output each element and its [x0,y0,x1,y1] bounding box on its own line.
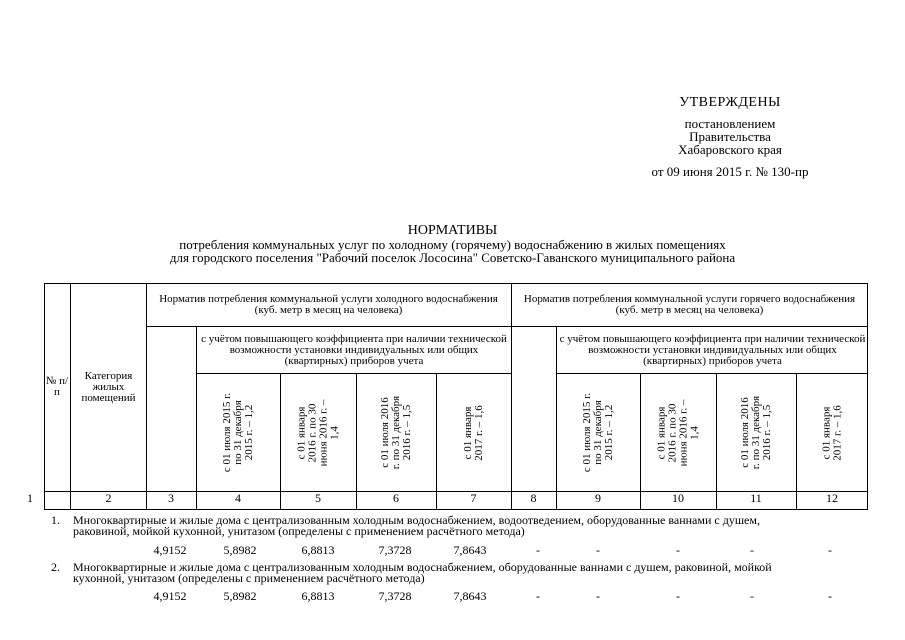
row-1-value: - [828,543,832,557]
row-1-value: 7,8643 [453,543,487,557]
row-2-value: 6,8813 [301,589,335,603]
row-2-value: 4,9152 [153,589,187,603]
row-2-value: 7,3728 [378,589,412,603]
row-1-description-line-1: Многоквартирные и жилые дома с централизованным холодным водоснабжением, водоотведением, оборудованные ваннами с душем, [73,513,760,527]
approval-line-2: Правительства [689,129,771,144]
row-1-value: 7,3728 [378,543,412,557]
row-1-number: 1. [51,513,60,527]
approval-date: от 09 июня 2015 г. № 130-пр [651,164,809,179]
hot-period-3: с 01 июля 2016 г. по 31 декабря 2016 г. – 1,5 [739,395,773,470]
row-2-number: 2. [51,560,60,574]
cold-period-2: с 01 января 2016 г. по 30 июня 2016 г. – 1,4 [295,399,341,466]
approval-heading: УТВЕРЖДЕНЫ [679,95,781,110]
cold-period-3: с 01 июля 2016 г. по 31 декабря 2016 г. – 1,5 [379,395,413,470]
row-2-description-line-2: кухонной, унитазом (определены с применением расчётного метода) [73,571,425,585]
row-2-value: - [676,589,680,603]
hot-period-4: с 01 января 2017 г. – 1,6 [820,404,844,461]
header-cold-coefficient: с учётом повышающего коэффициента при наличии технической возможности установки индивидуальных или общих (квартирных) приборов учета [201,332,507,367]
row-2-description-line-1: Многоквартирные и жилые дома с централизованным холодным водоснабжением, оборудованные ваннами с душем, раковиной, мойкой [73,560,772,574]
row-2-value: - [536,589,540,603]
header-category: Категория жилых помещений [81,369,136,404]
hot-period-2: с 01 января 2016 г. по 30 июня 2016 г. – 1,4 [655,399,701,466]
row-1-value: 5,8982 [223,543,257,557]
column-number-1: 1 [27,491,33,505]
document-title: НОРМАТИВЫ [407,223,498,238]
cold-period-4: с 01 января 2017 г. – 1,6 [462,404,485,461]
cold-period-1: с 01 июля 2015 г. по 31 декабря 2015 г. – 1,2 [221,392,255,473]
column-number-6: 6 [393,491,399,505]
column-number-4: 4 [235,491,241,505]
row-2-value: 5,8982 [223,589,257,603]
column-number-5: 5 [315,491,321,505]
row-1-value: - [676,543,680,557]
header-cold-water: Норматив потребления коммунальной услуги холодного водоснабжения (куб. метр в месяц на человека) [159,292,498,316]
row-2-value: - [596,589,600,603]
row-1-description-line-2: раковиной, мойкой кухонной, унитазом (определены с применением расчётного метода) [73,524,525,538]
approval-block [615,96,845,178]
subtitle-line-2: для городского поселения "Рабочий поселок Лососина" Советско-Гаванского муниципального района [169,250,736,265]
header-hot-coefficient: с учётом повышающего коэффициента при наличии технической возможности установки индивидуальных или общих (квартирных) приборов учета [559,332,866,367]
column-number-11: 11 [750,491,762,505]
row-1-value: - [750,543,754,557]
column-number-8: 8 [530,491,537,505]
row-1-value: 6,8813 [301,543,335,557]
document-subtitle [0,238,905,264]
column-number-9: 9 [595,491,601,505]
column-number-12: 12 [826,491,838,505]
row-2-value: - [750,589,754,603]
row-1-value: - [596,543,600,557]
column-number-10: 10 [672,491,684,505]
column-number-2: 2 [105,491,112,505]
approval-line-1: постановлением [684,116,776,131]
header-hot-water: Норматив потребления коммунальной услуги горячего водоснабжения (куб. метр в месяц на человека) [523,292,856,316]
row-1-value: - [536,543,540,557]
hot-period-1: с 01 июля 2015 г. по 31 декабря 2015 г. – 1,2 [581,392,615,473]
subtitle-line-1: потребления коммунальных услуг по холодному (горячему) водоснабжению в жилых помещениях [179,237,726,252]
row-2-value: - [828,589,832,603]
row-1-value: 4,9152 [153,543,187,557]
column-number-7: 7 [470,491,477,505]
table-header [44,283,868,510]
row-2-value: 7,8643 [453,589,487,603]
column-number-3: 3 [168,491,174,505]
header-num: № п/п [45,375,69,398]
approval-line-3: Хабаровского края [678,142,782,157]
